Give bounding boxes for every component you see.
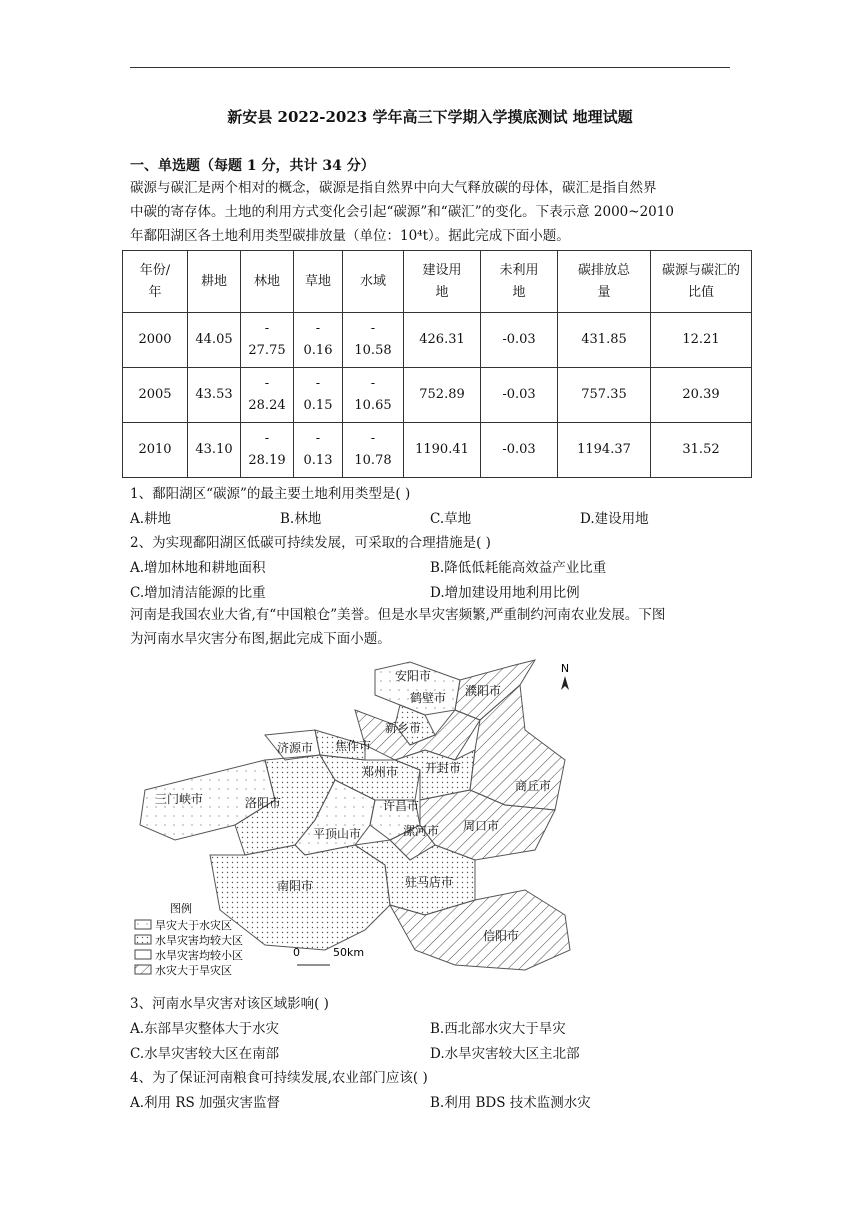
city-label: 焦作市 [335,739,372,753]
table-header-cell: 水域 [343,251,404,313]
table-header-cell: 林地 [241,251,294,313]
table-cell: -0.03 [481,423,558,478]
table-cell: 12.21 [651,313,752,368]
table-header-cell: 草地 [294,251,343,313]
question-2: 2、为实现鄱阳湖区低碳可持续发展，可采取的合理措施是( ) [130,535,491,551]
table-header-cell: 年份/ 年 [123,251,188,313]
table-cell: - 10.58 [343,313,404,368]
table-cell: 752.89 [404,368,481,423]
q4-option-b[interactable]: B.利用 BDS 技术监测水灾 [430,1095,591,1111]
legend-item-3: 水旱灾害均较小区 [155,949,243,962]
table-cell: - 28.19 [241,423,294,478]
city-label: 洛阳市 [245,796,282,810]
city-label: 许昌市 [383,799,420,813]
intro-line: 年鄱阳湖区各土地利用类型碳排放量（单位：10⁴t）。据此完成下面小题。 [130,228,570,244]
q2-option-b[interactable]: B.降低低耗能高效益产业比重 [430,560,607,576]
table-cell: - 27.75 [241,313,294,368]
city-label: 漯河市 [403,824,440,838]
q3-option-a[interactable]: A.东部旱灾整体大于水灾 [130,1021,280,1037]
table-header-row [123,251,752,313]
table-cell: - 10.65 [343,368,404,423]
q3-option-d[interactable]: D.水旱灾害较大区主北部 [430,1046,580,1062]
city-label: 鹤壁市 [410,691,447,705]
intro-paragraph-2 [130,603,732,651]
table-cell: 31.52 [651,423,752,478]
table-cell: 44.05 [188,313,241,368]
q1-option-c[interactable]: C.草地 [430,511,472,527]
section-heading: 一、单选题（每题 1 分，共计 34 分） [130,158,375,174]
q4-option-a[interactable]: A.利用 RS 加强灾害监督 [130,1095,281,1111]
table-cell: 431.85 [558,313,651,368]
city-label: 周口市 [463,819,500,833]
north-label: N [560,662,570,675]
city-label: 濮阳市 [465,684,502,698]
intro-line: 中碳的寄存体。土地的利用方式变化会引起“碳源”和“碳汇”的变化。下表示意 2000~2010 [130,204,674,220]
table-cell: 1194.37 [558,423,651,478]
table-cell: - 0.15 [294,368,343,423]
table-header-cell: 建设用 地 [404,251,481,313]
table-header-cell: 碳排放总 量 [558,251,651,313]
header-rule [130,67,730,68]
question-4: 4、为了保证河南粮食可持续发展,农业部门应该( ) [130,1070,428,1086]
legend-item-4: 水灾大于旱灾区 [155,964,232,977]
question-3: 3、河南水旱灾害对该区域影响( ) [130,996,329,1012]
table-cell: - 0.16 [294,313,343,368]
q1-option-b[interactable]: B.林地 [280,511,322,527]
q3-option-c[interactable]: C.水旱灾害较大区在南部 [130,1046,280,1062]
table-cell: -0.03 [481,368,558,423]
table-header-cell: 耕地 [188,251,241,313]
table-cell: 426.31 [404,313,481,368]
q2-option-c[interactable]: C.增加清洁能源的比重 [130,585,266,601]
intro-line: 为河南水旱灾害分布图,据此完成下面小题。 [130,631,391,647]
city-label: 平顶山市 [313,827,362,841]
table-cell: -0.03 [481,313,558,368]
question-1: 1、鄱阳湖区“碳源”的最主要土地利用类型是( ) [130,486,411,502]
city-label: 商丘市 [515,779,552,793]
city-label: 郑州市 [362,765,399,779]
legend-item-1: 旱灾大于水灾区 [155,919,232,932]
city-label: 三门峡市 [155,792,204,806]
q2-option-d[interactable]: D.增加建设用地利用比例 [430,585,580,601]
intro-line: 碳源与碳汇是两个相对的概念，碳源是指自然界中向大气释放碳的母体，碳汇是指自然界 [130,180,657,196]
north-arrow-icon [561,662,569,690]
scale-zero: 0 [293,946,300,959]
table-cell: - 0.13 [294,423,343,478]
table-cell: 2005 [123,368,188,423]
legend-title: 图例 [170,902,192,915]
table-header-cell: 未利用 地 [481,251,558,313]
city-label: 南阳市 [277,879,314,893]
q3-option-b[interactable]: B.西北部水灾大于旱灾 [430,1021,566,1037]
table-cell: 43.10 [188,423,241,478]
city-label: 安阳市 [395,669,432,683]
page-title: 新安县 2022-2023 学年高三下学期入学摸底测试 地理试题 [227,108,633,126]
city-label: 新乡市 [385,721,422,735]
table-cell: 2010 [123,423,188,478]
table-row [123,423,752,478]
table-cell: 757.35 [558,368,651,423]
city-label: 信阳市 [483,929,520,943]
table-row [123,313,752,368]
city-label: 济源市 [277,741,314,755]
table-cell: - 28.24 [241,368,294,423]
table-cell: 1190.41 [404,423,481,478]
table-header-cell: 碳源与碳汇的 比值 [651,251,752,313]
q1-option-a[interactable]: A.耕地 [130,511,172,527]
city-label: 驻马店市 [405,875,454,889]
q2-option-a[interactable]: A.增加林地和耕地面积 [130,560,266,576]
legend-item-2: 水旱灾害均较大区 [155,934,243,947]
scale-bar [293,946,364,965]
intro-paragraph-1 [130,176,732,248]
table-row [123,368,752,423]
table-cell: 43.53 [188,368,241,423]
table-cell: - 10.78 [343,423,404,478]
table-cell: 2000 [123,313,188,368]
henan-disaster-map [125,650,595,990]
table-cell: 20.39 [651,368,752,423]
scale-label: 50km [333,946,365,959]
city-label: 开封市 [425,761,462,775]
intro-line: 河南是我国农业大省,有“中国粮仓”美誉。但是水旱灾害频繁,严重制约河南农业发展。下图 [130,607,666,623]
carbon-emission-table [122,250,752,478]
q1-option-d[interactable]: D.建设用地 [580,511,649,527]
